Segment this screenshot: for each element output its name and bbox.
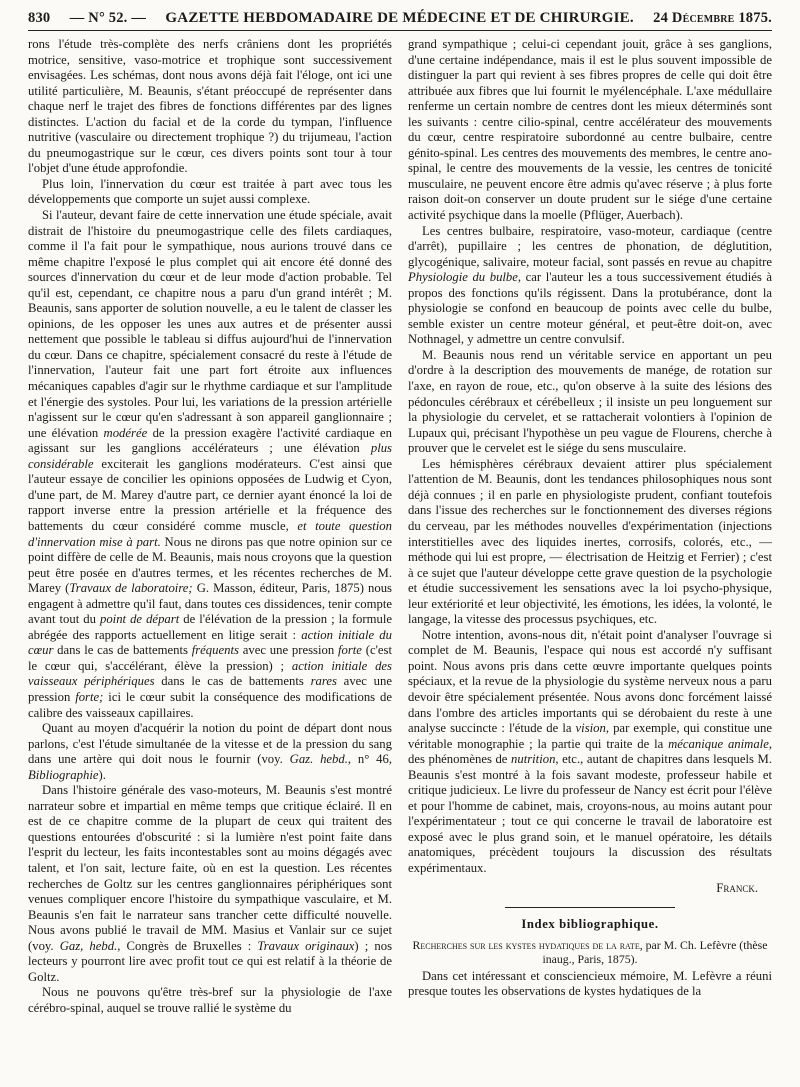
journal-title: GAZETTE HEBDOMADAIRE DE MÉDECINE ET DE CHIRURGIE. xyxy=(165,9,634,26)
issue-number: — N° 52. — xyxy=(69,9,147,26)
paragraph xyxy=(28,208,392,721)
author-signature: Franck. xyxy=(716,880,758,895)
italic-text: forte xyxy=(337,643,362,658)
paragraph xyxy=(408,628,772,877)
text-run: Dans l'histoire générale des vaso-moteurs, M. Beaunis s'est montré narrateur sobre et impartial en même temps que critique éclairé. Il en est de ce chapitre comme de la plupart de ceux qui traitent des questions entourées d'obscurité : si la lumière n'est point faite dans l'esprit du lecteur, les faits incontestables sont au moins dégagés avec talent, et l'on sait, lecture faite, où en est la question. Les récentes recherches de Goltz sur les centres ganglionnaires périphériques sont venues compliquer encore l'histoire du sympathique vasculaire, et M. Beaunis s'en fait le narrateur sans trancher cette difficulté nouvelle. Nous avons publié le travail de MM. Masius et Vanlair sur ce sujet (voy. xyxy=(28,783,392,953)
italic-text: Physiologie du bulbe xyxy=(408,270,518,285)
text-run: , des phénomènes de xyxy=(408,736,772,767)
text-run: ) ; nos lecteurs y pourront lire avec profit tout ce qui est relatif à la théorie de Goltz. xyxy=(28,938,393,984)
index-entry-text: Dans cet intéressant et consciencieux mémoire, M. Lefèvre a réuni presque toutes les observations de kystes hydatiques de la xyxy=(408,968,772,999)
text-run: , etc., autant de chapitres dans lesquels M. Beaunis s'est montré à la fois savant modeste, professeur habile et critique judicieux. Le livre du professeur de Nancy est écrit pour l'élève et pour l'homme de cabinet, mais, croyons-nous, au moins autant pour l'expérimentateur ; tout ce qui concerne le travail de laboratoire est exposé avec le plus grand soin, et le manuel opératoire, les détails anatomiques, précèdent toujours la discussion des résultats expérimentaux. xyxy=(408,752,772,875)
text-run: , n° 46, xyxy=(347,752,392,767)
right-column-body xyxy=(408,37,772,877)
index-entry-title: Recherches sur les kystes hydatiques de la rate, xyxy=(412,937,643,952)
text-run: dans le cas de battements xyxy=(53,643,192,658)
issue-date: 24 Décembre 1875. xyxy=(653,9,772,26)
text-run: Quant au moyen d'acquérir la notion du point de départ dont nous parlons, c'est l'étude simultanée de la vitesse et de la pression du sang dans une artère qui doit nous le fournir (voy. xyxy=(28,721,392,767)
italic-text: Travaux de laboratoire; xyxy=(69,581,193,596)
text-run: G. Masson, éditeur, Paris, 1875) nous engagent à admettre qu'il faut, dans toutes ces dissidences, tenir compte avant tout du xyxy=(28,581,392,627)
text-run: (c'est le cœur qui, s'accélérant, élève la pression) ; xyxy=(28,643,392,673)
text-run: ). xyxy=(98,767,106,782)
italic-text: mécanique animale xyxy=(668,736,769,751)
right-column xyxy=(408,37,772,1000)
italic-text: action initiale des vaisseaux périphériques xyxy=(28,658,392,689)
text-run: Les centres bulbaire, respiratoire, vaso-moteur, cardiaque (centre d'arrêt), pupillaire ; les centres de phonation, de déglutition, glycogénique, salivaire, moteur facial, sont passés en revue au chapitre xyxy=(408,223,772,269)
paragraph xyxy=(28,783,392,985)
italic-text: plus considérable xyxy=(28,441,392,471)
index-entry-author: par M. Ch. Lefèvre (thèse inaug., Paris, 1875). xyxy=(542,937,768,967)
text-run: rons l'étude très-complète des nerfs crâniens dont les propriétés motrice, sensitive, vaso-motrice et trophique sont successivement envisagées. Les schémas, dont nous avons déjà fait l'éloge, ont ici une utilité particulière, M. Beaunis, s'étant préoccupé de représenter dans chaque nerf le trajet des fibres de fonctions différentes par des lignes distinctes. L'action du facial et de la corde du tympan, l'influence nutritive (vasculaire ou directement trophique ?) du trijumeau, l'action du pneumogastrique sur le cœur, ces divers points sont tour à tour l'objet d'une étude approfondie. xyxy=(28,37,392,176)
italic-text: action initiale du cœur xyxy=(28,627,392,658)
text-run: Notre intention, avons-nous dit, n'était point d'analyser l'ouvrage si complet de M. Beaunis, l'espace qui nous est accordé n'y suffisant point. Nous avons pris dans cette œuvre importante quelques points spéciaux, et la revue de la physiologie du système nerveux nous a paru devoir être spécialement présentée. Nous avons donc forcément laissé dans l'ombre des articles importants qui se dérobaient du reste à une analyse succincte : l'étude de la xyxy=(408,627,772,736)
italic-text: et toute question d'innervation mise à part. xyxy=(28,518,392,549)
paragraph xyxy=(408,348,772,457)
paragraph xyxy=(28,985,392,1016)
paragraph xyxy=(28,37,392,177)
text-run: dans le cas de battements xyxy=(154,674,311,689)
text-run: , Congrès de Bruxelles : xyxy=(117,938,258,953)
text-run: avec une pression xyxy=(238,643,338,658)
text-run: M. Beaunis nous rend un véritable service en apportant un peu d'ordre à la description des mouvements de manége, de rotation sur l'axe, en rayon de roue, etc., qu'on observe à la suite des lésions des pédoncules cérébraux et cérébelleux ; il insiste un peu longuement sur la physiologie du cervelet, et se rattacherait volontiers à l'opinion de Lupaux qui, précisant l'hypothèse un peu vague de Flourens, cherche à prouver que le cervelet est le siége du sens musculaire. xyxy=(408,347,772,456)
paragraph xyxy=(408,457,772,628)
text-run: Nous ne pouvons qu'être très-bref sur la physiologie de l'axe cérébro-spinal, auquel se trouve rallié le système du xyxy=(28,985,392,1015)
index-heading xyxy=(408,917,772,933)
paragraph xyxy=(408,224,772,348)
italic-text: modérée xyxy=(103,425,148,440)
text-run: Les hémisphères cérébraux devaient attirer plus spécialement l'attention de M. Beaunis, dont les tendances philosophiques nous sont déjà connues ; il en parle en physiologiste prudent, confiant toutefois dans l'issue des recherches sur le fonctionnement des diverses régions du cerveau, par les méthodes nouvelles d'expérimentation (injections interstitielles avec des liquides inertes, corrosifs, colorés, etc., — méthode qui lui est propre, — électrisation de Heitzig et Ferrier) ; c'est à ce sujet que l'auteur développe cette grave question de la psychologie et étudie successivement les sensations avec la loi psycho-physique, leur extériorité et leur objectivité, les émotions, les idées, la volonté, le langage, la vitesse des processus psychiques, etc. xyxy=(408,456,772,627)
text-run: , par exemple, qui constitue une véritable monographie ; la partie qui traite de la xyxy=(408,721,773,751)
text-run: Si l'auteur, devant faire de cette innervation une étude spéciale, avait distrait de l'histoire du pneumogastrique celle des filets cardiaques, comme il l'a fait pour le sympathique, nous aurions trouvé dans ce même chapitre l'exposé le plus complet qui ait encore été donné des sources d'innervation du cœur et de leur mode d'action probable. Tel qu'il est, cependant, ce chapitre nous a paru d'un grand intérêt ; M. Beaunis, sans apporter de solution nouvelle, a eu le talent de classer les opinions, de les opposer les unes aux autres et de présenter aussi nettement que possible le tableau si diffus aujourd'hui de l'innervation du cœur. Dans ce chapitre, spécialement consacré du reste à l'étude de l'innervation, l'auteur fait une part fort étroite aux influences mécaniques capables d'agir sur le rhythme cardiaque et sur l'amplitude et l'énergie des systoles. Pour lui, les variations de la pression artérielle n'agissent sur le cœur qu'en s'adressant à son appareil ganglionnaire ; une élévation xyxy=(28,208,392,440)
index-entry-heading xyxy=(408,938,772,967)
italic-text: Bibliographie xyxy=(28,767,99,782)
paragraph xyxy=(28,721,392,783)
page-number: 830 xyxy=(28,9,51,26)
text-run: ici le cœur subit la conséquence des modifications de calibre des vaisseaux capillaires. xyxy=(28,689,392,720)
text-run: , car l'auteur les a tous successivement étudiés à propos des fonctions qu'ils régissent. Dans la protubérance, dont la physiologie se confond en beaucoup de points avec celle du bulbe, semble exister un centre moteur général, et peut-être doit-on, avec Nothnagel, y admettre un centre convulsif. xyxy=(408,270,772,347)
italic-text: Gaz, hebd. xyxy=(59,938,118,953)
text-run: Plus loin, l'innervation du cœur est traitée à part avec tous les développements que comporte un sujet aussi complexe. xyxy=(28,176,392,207)
text-run: grand sympathique ; celui-ci cependant jouit, grâce à ses ganglions, d'une certaine indépendance, mais il est le plus souvent impossible de distinguer la part qui revient à ses fibres propres de celle qui doit être attribuée aux fibres que lui fournit le myélencéphale. L'axe médullaire renferme un certain nombre de centres dont les mieux déterminés sont les suivants : centre cilio-spinal, centre accélérateur des mouvements du cœur, centre respiratoire subordonné au centre bulbaire, centre génito-spinal. Les centres des mouvements des membres, le centre ano-spinal, le centre des mouvements de la vessie, les centres de tonicité musculaire, ne peuvent encore être admis qu'avec réserve ; à plus forte raison doit-on conserver un doute prudent sur le siége d'une certaine activité psychique dans la moelle (Pflüger, Auerbach). xyxy=(408,37,772,223)
italic-text: rares xyxy=(310,674,337,689)
italic-text: fréquents xyxy=(191,643,239,658)
page-header xyxy=(28,6,772,31)
paragraph xyxy=(408,37,772,224)
italic-text: point de départ xyxy=(99,612,180,627)
section-divider xyxy=(505,907,675,908)
text-run: de l'élévation de la pression ; la formule abrégée des rapports actuellement en litige serait : xyxy=(28,612,392,642)
left-column xyxy=(28,37,392,1016)
italic-text: nutrition xyxy=(511,752,556,767)
text-run: avec une pression xyxy=(28,674,392,704)
text-run: de la pression exagère l'activité cardiaque en agissant sur les ganglions accélérateurs ; une élévation xyxy=(28,425,392,456)
italic-text: vision xyxy=(575,721,606,736)
text-run: exciterait les ganglions modérateurs. C'est ainsi que l'auteur essaye de concilier les opinions opposées de Ludwig et Cyon, d'une part, de M. Marey d'autre part, ce dernier ayant énoncé la loi de rapport inverse entre la pression artérielle et la fréquence des battements du cœur considéré comme muscle, xyxy=(28,456,392,533)
index-title: Index bibliographique. xyxy=(521,917,659,932)
paragraph xyxy=(28,177,392,208)
text-run: Nous ne dirons pas que notre opinion sur ce point diffère de celle de M. Beaunis, mais nous croyons que la question peut être posée en d'autres termes, et les récentes recherches de M. Marey ( xyxy=(28,534,392,596)
italic-text: Travaux originaux xyxy=(257,938,355,953)
italic-text: forte; xyxy=(75,689,104,704)
italic-text: Gaz. hebd. xyxy=(289,752,348,767)
